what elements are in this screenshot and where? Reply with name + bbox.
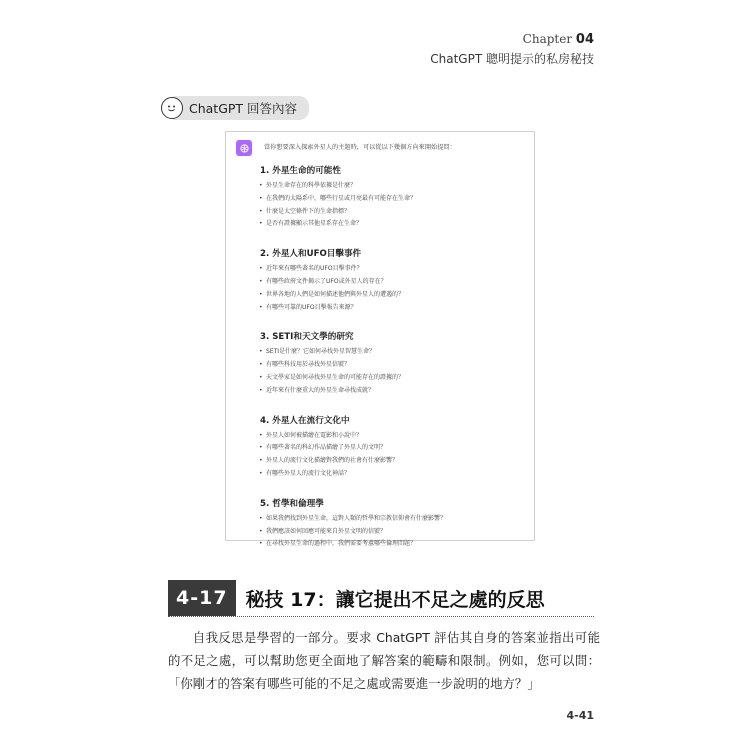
page-number: 4-41 bbox=[566, 709, 594, 722]
list-item: • 有哪些外星人的流行文化神話？ bbox=[260, 468, 524, 481]
response-intro: 當你想要深入探索外星人的主題時，可以從以下幾個方向來開始提問： bbox=[264, 144, 456, 151]
response-section bbox=[260, 414, 524, 481]
chapter-number: 04 bbox=[575, 32, 594, 47]
chapter-label bbox=[523, 32, 594, 47]
response-section bbox=[260, 497, 524, 551]
list-item: • 在我們的太陽系中，哪些行星或月亮最有可能存在生命？ bbox=[260, 193, 524, 206]
list-item: • 有哪些科技用於尋找外星信號？ bbox=[260, 359, 524, 372]
chatgpt-answer-tag bbox=[161, 96, 309, 120]
section-title-main: 秘技 17：讓它提出不足之處的反思 bbox=[245, 588, 545, 611]
tag-label: ChatGPT 回答內容 bbox=[173, 96, 309, 120]
body-paragraph: 自我反思是學習的一部分。要求 ChatGPT 評估其自身的答案並指出可能的不足之處，可以幫助您更全面地了解答案的範疇和限制。例如，您可以問：「你剛才的答案有哪些可能的不足之處或需要進一步說明的地方？」 bbox=[168, 630, 600, 691]
heading-underline bbox=[168, 613, 594, 617]
section-heading bbox=[168, 580, 594, 616]
response-section bbox=[260, 247, 524, 314]
chat-bubble-face-icon bbox=[161, 97, 183, 119]
list-item: • 我們應該如何回應可能來自外星文明的信號？ bbox=[260, 526, 524, 539]
list-item: • 近年來有哪些著名的UFO目擊事件？ bbox=[260, 263, 524, 276]
list-item: • 天文學家是如何尋找外星生命的可能存在的證據的？ bbox=[260, 372, 524, 385]
section-title: 5. 哲學和倫理學 bbox=[260, 498, 324, 509]
chapter-subtitle: ChatGPT 聰明提示的私房秘技 bbox=[430, 52, 594, 66]
list-item: • 外星生命存在的科學依據是什麼？ bbox=[260, 180, 524, 193]
section-number: 4-17 bbox=[168, 580, 236, 616]
list-item: • 外星人如何被描繪在電影和小說中？ bbox=[260, 430, 524, 443]
list-item: • 是否有證據顯示其他星系存在生命？ bbox=[260, 218, 524, 231]
list-item: • 如果我們找到外星生命，這對人類的哲學和宗教信仰會有什麼影響？ bbox=[260, 513, 524, 526]
section-title: 2. 外星人和UFO目擊事件 bbox=[260, 249, 362, 260]
list-item: • 在尋找外星生命的過程中，我們需要考慮哪些倫理問題？ bbox=[260, 538, 524, 551]
list-item: • 近年來有什麼重大的外星生命尋找成就？ bbox=[260, 385, 524, 398]
list-item: • 外星人的流行文化描繪對我們的社會有什麼影響？ bbox=[260, 455, 524, 468]
response-section bbox=[260, 164, 524, 231]
chatgpt-response-screenshot bbox=[225, 131, 535, 548]
list-item: • 有哪些著名的科幻作品描繪了外星人的文明？ bbox=[260, 442, 524, 455]
list-item: • 有哪些可靠的UFO目擊報告來源？ bbox=[260, 302, 524, 315]
list-item: • SETI是什麼？它如何尋找外星智慧生命？ bbox=[260, 346, 524, 359]
section-title: 4. 外星人在流行文化中 bbox=[260, 415, 350, 426]
list-item: • 世界各地的人們是如何描述他們與外星人的遭遇的？ bbox=[260, 289, 524, 302]
chapter-word: Chapter bbox=[522, 32, 573, 46]
list-item: • 什麼是太空條件下的生命指標？ bbox=[260, 206, 524, 219]
section-title: 1. 外星生命的可能性 bbox=[260, 166, 341, 176]
response-section bbox=[260, 330, 524, 397]
section-title: 3. SETI和天文學的研究 bbox=[260, 332, 354, 343]
openai-logo-icon bbox=[236, 140, 252, 156]
list-item: • 有哪些政府文件揭示了UFO或外星人的存在？ bbox=[260, 276, 524, 289]
